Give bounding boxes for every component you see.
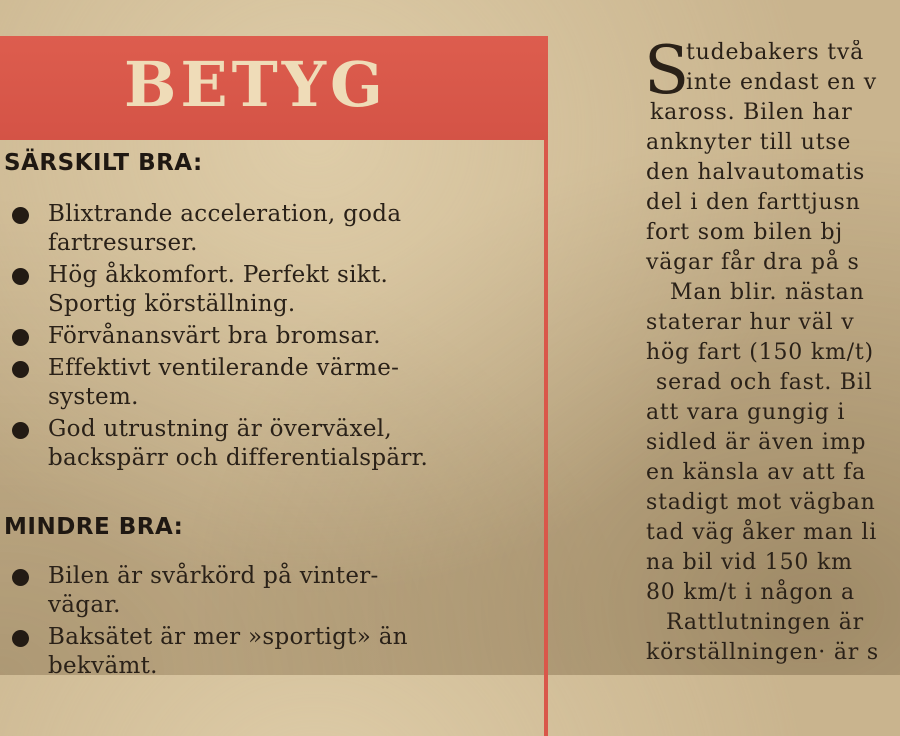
- article-line: anknyter till utse: [646, 130, 852, 155]
- bullet-line: Förvånansvärt bra bromsar.: [48, 323, 381, 349]
- good-point-item: [10, 415, 510, 473]
- article-line: serad och fast. Bil: [656, 370, 873, 395]
- bad-points-list: [10, 562, 510, 684]
- good-points-list: [10, 200, 510, 476]
- bullet-line: God utrustning är överväxel,: [48, 416, 392, 442]
- betyg-header: [0, 36, 548, 140]
- article-line: del i den farttjusn: [646, 190, 861, 215]
- article-line: hög fart (150 km/t): [646, 340, 874, 365]
- good-point-item: [10, 322, 510, 351]
- bad-point-item: [10, 623, 510, 681]
- article-line: inte endast en v: [686, 70, 877, 95]
- bullet-line: Baksätet är mer »sportigt» än: [48, 624, 408, 650]
- article-line: stadigt mot vägban: [646, 490, 876, 515]
- good-points-heading: SÄRSKILT BRA:: [4, 150, 203, 176]
- bullet-dot-icon: [12, 630, 29, 647]
- betyg-title: BETYG: [124, 48, 388, 121]
- article-line: staterar hur väl v: [646, 310, 855, 335]
- bullet-line: Effektivt ventilerande värme-: [48, 355, 400, 381]
- bullet-dot-icon: [12, 268, 29, 285]
- article-line: tudebakers två: [686, 40, 865, 65]
- bullet-dot-icon: [12, 207, 29, 224]
- bullet-line: Bilen är svårkörd på vinter-: [48, 563, 379, 589]
- article-line: den halvautomatis: [646, 160, 866, 185]
- article-line: Rattlutningen är: [666, 610, 864, 635]
- article-line: 80 km/t i någon a: [646, 580, 855, 605]
- article-line: na bil vid 150 km: [646, 550, 853, 575]
- bullet-dot-icon: [12, 422, 29, 439]
- article-line: att vara gungig i: [646, 400, 846, 425]
- bullet-line: system.: [48, 384, 139, 410]
- bullet-dot-icon: [12, 569, 29, 586]
- good-point-item: [10, 261, 510, 319]
- bullet-line: Sportig körställning.: [48, 291, 296, 317]
- article-line: sidled är även imp: [646, 430, 867, 455]
- bullet-line: Hög åkkomfort. Perfekt sikt.: [48, 262, 389, 288]
- bad-point-item: [10, 562, 510, 620]
- good-point-item: [10, 354, 510, 412]
- bad-points-heading: MINDRE BRA:: [4, 514, 184, 540]
- article-column: [640, 40, 900, 680]
- article-line: Man blir. nästan: [670, 280, 865, 305]
- bullet-line: fartresurser.: [48, 230, 198, 256]
- drop-cap: S: [644, 40, 690, 109]
- article-line: tad väg åker man li: [646, 520, 878, 545]
- bullet-line: bekvämt.: [48, 653, 158, 679]
- bullet-dot-icon: [12, 361, 29, 378]
- good-point-item: [10, 200, 510, 258]
- article-line: vägar får dra på s: [646, 250, 860, 275]
- article-line: kaross. Bilen har: [650, 100, 853, 125]
- article-line: körställningen· är s: [646, 640, 879, 665]
- article-line: fort som bilen bj: [646, 220, 843, 245]
- article-line: en känsla av att fa: [646, 460, 867, 485]
- bullet-dot-icon: [12, 329, 29, 346]
- bullet-line: backspärr och differentialspärr.: [48, 445, 429, 471]
- bullet-line: Blixtrande acceleration, goda: [48, 201, 402, 227]
- bullet-line: vägar.: [48, 592, 121, 618]
